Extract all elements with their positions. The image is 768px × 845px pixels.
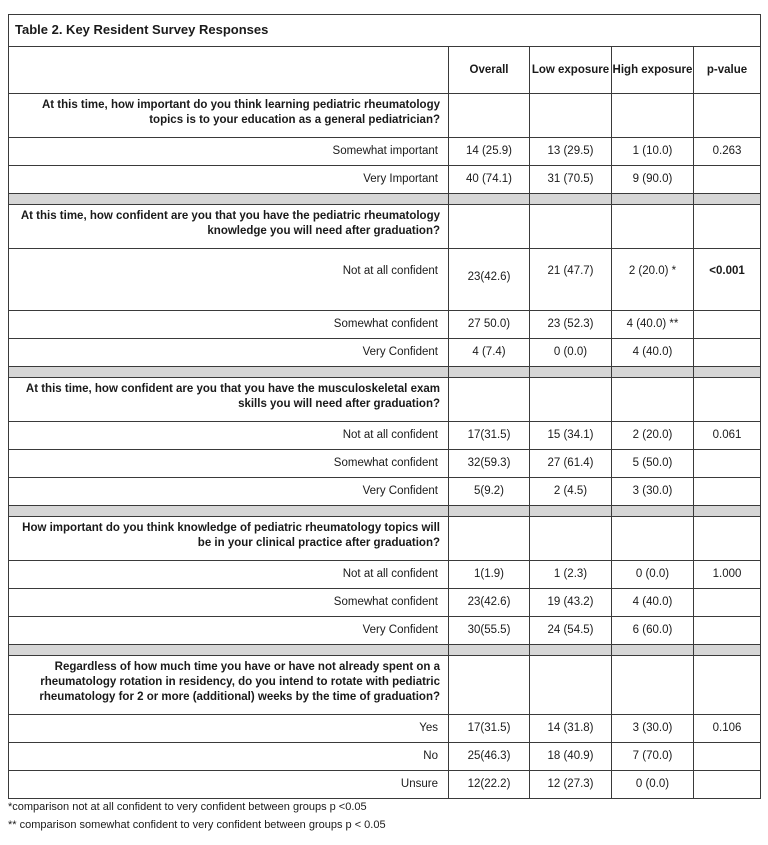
low-exposure-value: 21 (47.7) — [530, 249, 612, 311]
separator-cell — [694, 367, 761, 378]
table-row — [9, 771, 761, 799]
table-row — [9, 715, 761, 743]
question-empty-cell — [530, 656, 612, 715]
response-label: Somewhat confident — [9, 589, 449, 617]
high-exposure-value: 0 (0.0) — [612, 561, 694, 589]
low-exposure-value: 24 (54.5) — [530, 617, 612, 645]
p-value — [694, 450, 761, 478]
low-exposure-value: 18 (40.9) — [530, 743, 612, 771]
overall-value: 30(55.5) — [449, 617, 530, 645]
table-row — [9, 589, 761, 617]
high-exposure-value: 3 (30.0) — [612, 715, 694, 743]
separator-cell — [9, 194, 449, 205]
question-empty-cell — [694, 205, 761, 249]
header-blank — [9, 47, 449, 94]
separator-cell — [9, 506, 449, 517]
low-exposure-value: 31 (70.5) — [530, 166, 612, 194]
p-value: 1.000 — [694, 561, 761, 589]
section-separator — [9, 367, 761, 378]
separator-cell — [612, 194, 694, 205]
low-exposure-value: 2 (4.5) — [530, 478, 612, 506]
response-label: No — [9, 743, 449, 771]
separator-cell — [9, 367, 449, 378]
question-empty-cell — [449, 656, 530, 715]
question-row — [9, 205, 761, 249]
separator-cell — [612, 645, 694, 656]
separator-cell — [449, 367, 530, 378]
p-value: 0.061 — [694, 422, 761, 450]
p-value: 0.263 — [694, 138, 761, 166]
response-label: Very Confident — [9, 478, 449, 506]
p-value — [694, 771, 761, 799]
overall-value: 12(22.2) — [449, 771, 530, 799]
table-title: Table 2. Key Resident Survey Responses — [9, 15, 761, 47]
separator-cell — [449, 645, 530, 656]
p-value — [694, 339, 761, 367]
title-row — [9, 15, 761, 47]
question-row — [9, 517, 761, 561]
overall-value: 1(1.9) — [449, 561, 530, 589]
response-label: Not at all confident — [9, 422, 449, 450]
header-row — [9, 47, 761, 94]
p-value — [694, 617, 761, 645]
overall-value: 40 (74.1) — [449, 166, 530, 194]
question-text: At this time, how confident are you that you have the musculoskeletal exam skills you will need after graduation? — [9, 378, 449, 422]
header-high-exposure: High exposure — [612, 47, 694, 94]
section-separator — [9, 194, 761, 205]
p-value: 0.106 — [694, 715, 761, 743]
high-exposure-value: 9 (90.0) — [612, 166, 694, 194]
high-exposure-value: 4 (40.0) — [612, 589, 694, 617]
response-label: Yes — [9, 715, 449, 743]
header-overall: Overall — [449, 47, 530, 94]
response-label: Very Confident — [9, 339, 449, 367]
separator-cell — [449, 194, 530, 205]
high-exposure-value: 6 (60.0) — [612, 617, 694, 645]
p-value — [694, 166, 761, 194]
low-exposure-value: 14 (31.8) — [530, 715, 612, 743]
high-exposure-value: 4 (40.0) — [612, 339, 694, 367]
table-row — [9, 561, 761, 589]
high-exposure-value: 1 (10.0) — [612, 138, 694, 166]
separator-cell — [612, 506, 694, 517]
separator-cell — [449, 506, 530, 517]
response-label: Somewhat important — [9, 138, 449, 166]
high-exposure-value: 2 (20.0) * — [612, 249, 694, 311]
question-text: Regardless of how much time you have or have not already spent on a rheumatology rotation in residency, do you intend to rotate with pediatric rheumatology for 2 or more (additional) weeks by the time of graduation? — [9, 656, 449, 715]
question-empty-cell — [530, 378, 612, 422]
survey-table-container — [8, 14, 760, 799]
question-text: How important do you think knowledge of pediatric rheumatology topics will be in your clinical practice after graduation? — [9, 517, 449, 561]
question-empty-cell — [694, 656, 761, 715]
overall-value: 17(31.5) — [449, 422, 530, 450]
low-exposure-value: 19 (43.2) — [530, 589, 612, 617]
p-value: <0.001 — [694, 249, 761, 311]
p-value — [694, 478, 761, 506]
header-low-exposure: Low exposure — [530, 47, 612, 94]
question-empty-cell — [449, 205, 530, 249]
separator-cell — [9, 645, 449, 656]
low-exposure-value: 15 (34.1) — [530, 422, 612, 450]
separator-cell — [530, 645, 612, 656]
question-row — [9, 656, 761, 715]
question-text: At this time, how important do you think learning pediatric rheumatology topics is to your education as a general pediatrician? — [9, 94, 449, 138]
table-row — [9, 311, 761, 339]
separator-cell — [694, 645, 761, 656]
table-row — [9, 138, 761, 166]
response-label: Not at all confident — [9, 561, 449, 589]
separator-cell — [530, 194, 612, 205]
response-label: Not at all confident — [9, 249, 449, 311]
table-row — [9, 422, 761, 450]
question-empty-cell — [449, 94, 530, 138]
question-row — [9, 94, 761, 138]
response-label: Very Confident — [9, 617, 449, 645]
question-empty-cell — [694, 94, 761, 138]
table-row — [9, 743, 761, 771]
separator-cell — [530, 367, 612, 378]
question-text: At this time, how confident are you that you have the pediatric rheumatology knowledge you will need after graduation? — [9, 205, 449, 249]
table-row — [9, 478, 761, 506]
p-value — [694, 589, 761, 617]
question-empty-cell — [530, 94, 612, 138]
overall-value: 23(42.6) — [449, 589, 530, 617]
p-value — [694, 743, 761, 771]
overall-value: 32(59.3) — [449, 450, 530, 478]
response-label: Unsure — [9, 771, 449, 799]
response-label: Very Important — [9, 166, 449, 194]
separator-cell — [612, 367, 694, 378]
overall-value: 4 (7.4) — [449, 339, 530, 367]
table-row — [9, 249, 761, 311]
high-exposure-value: 5 (50.0) — [612, 450, 694, 478]
question-empty-cell — [612, 205, 694, 249]
low-exposure-value: 1 (2.3) — [530, 561, 612, 589]
high-exposure-value: 7 (70.0) — [612, 743, 694, 771]
low-exposure-value: 13 (29.5) — [530, 138, 612, 166]
section-separator — [9, 506, 761, 517]
response-label: Somewhat confident — [9, 311, 449, 339]
overall-value: 5(9.2) — [449, 478, 530, 506]
separator-cell — [694, 506, 761, 517]
high-exposure-value: 0 (0.0) — [612, 771, 694, 799]
overall-value: 27 50.0) — [449, 311, 530, 339]
section-separator — [9, 645, 761, 656]
question-empty-cell — [694, 378, 761, 422]
overall-value: 14 (25.9) — [449, 138, 530, 166]
question-empty-cell — [612, 94, 694, 138]
p-value — [694, 311, 761, 339]
header-p-value: p-value — [694, 47, 761, 94]
question-empty-cell — [449, 517, 530, 561]
question-empty-cell — [694, 517, 761, 561]
question-empty-cell — [530, 517, 612, 561]
question-empty-cell — [612, 378, 694, 422]
high-exposure-value: 3 (30.0) — [612, 478, 694, 506]
overall-value: 25(46.3) — [449, 743, 530, 771]
low-exposure-value: 23 (52.3) — [530, 311, 612, 339]
table-row — [9, 450, 761, 478]
footnote: *comparison not at all confident to very confident between groups p <0.05 — [8, 801, 367, 813]
question-empty-cell — [612, 656, 694, 715]
footnote: ** comparison somewhat confident to very confident between groups p < 0.05 — [8, 819, 386, 831]
overall-value: 23(42.6) — [449, 249, 530, 311]
survey-table — [8, 14, 761, 799]
high-exposure-value: 4 (40.0) ** — [612, 311, 694, 339]
overall-value: 17(31.5) — [449, 715, 530, 743]
separator-cell — [530, 506, 612, 517]
question-empty-cell — [530, 205, 612, 249]
low-exposure-value: 12 (27.3) — [530, 771, 612, 799]
separator-cell — [694, 194, 761, 205]
footnotes — [8, 798, 386, 834]
low-exposure-value: 27 (61.4) — [530, 450, 612, 478]
table-row — [9, 339, 761, 367]
response-label: Somewhat confident — [9, 450, 449, 478]
low-exposure-value: 0 (0.0) — [530, 339, 612, 367]
table-row — [9, 166, 761, 194]
question-empty-cell — [612, 517, 694, 561]
table-row — [9, 617, 761, 645]
question-empty-cell — [449, 378, 530, 422]
question-row — [9, 378, 761, 422]
high-exposure-value: 2 (20.0) — [612, 422, 694, 450]
